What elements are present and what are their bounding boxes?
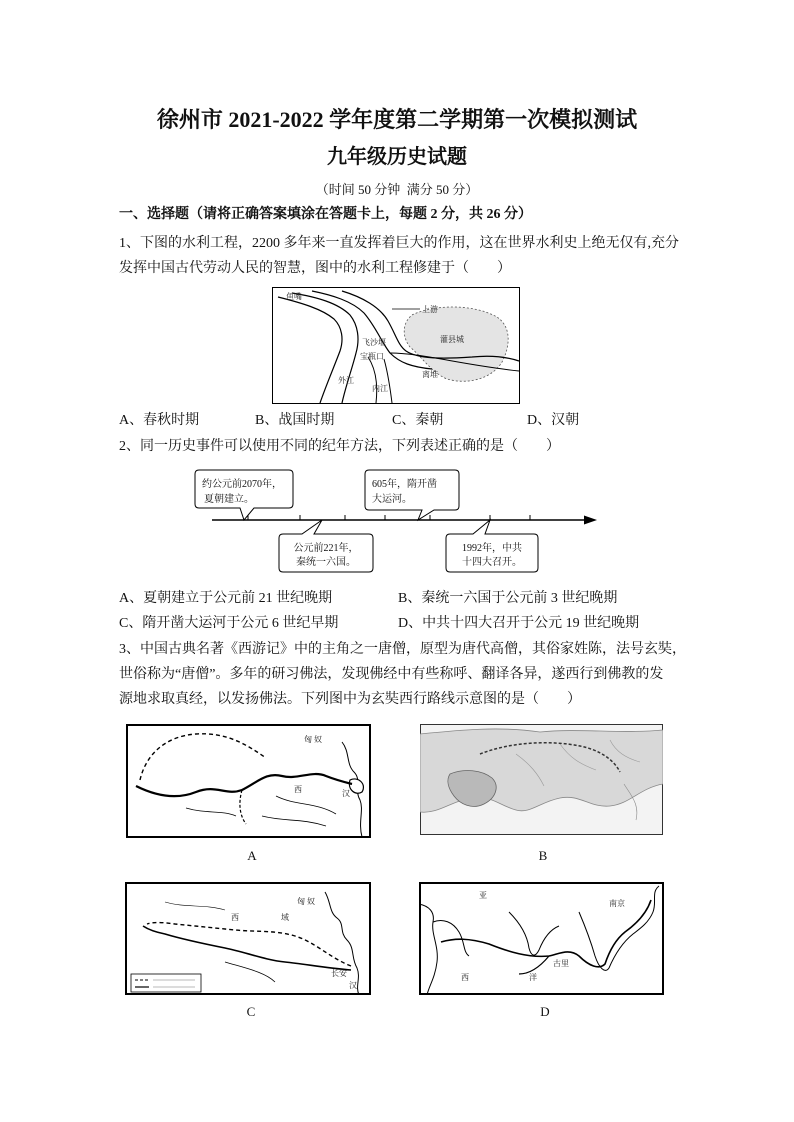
map-label: 灌县城 xyxy=(440,335,464,344)
timeline-event-text: 约公元前2070年， xyxy=(202,479,282,490)
map-label: 内江 xyxy=(372,384,388,393)
map-label: 西 xyxy=(294,785,302,794)
map-label: 西 xyxy=(461,973,469,982)
timeline-event-text: 公元前221年， xyxy=(293,543,359,554)
q3-map-b xyxy=(420,724,663,835)
exam-title: 徐州市 2021-2022 学年度第二学期第一次模拟测试 xyxy=(156,107,638,132)
timeline-event-text: 秦统一六国。 xyxy=(296,557,356,568)
map-label: 长安 xyxy=(331,969,347,978)
timeline xyxy=(190,462,602,580)
q1-irrigation-map xyxy=(272,287,520,404)
q3-stem-line: 3、中国古典名著《西游记》中的主角之一唐僧，原型为唐代高僧，其俗家姓陈，法号玄奘， xyxy=(119,642,686,657)
q3-stem-line: 源地求取真经，以发扬佛法。下列图中为玄奘西行路线示意图的是（ ） xyxy=(119,692,581,707)
q1-stem-line: 1、下图的水利工程，2200 多年来一直发挥着巨大的作用，这在世界水利史上绝无仅有,充分 xyxy=(119,236,679,251)
exam-subtitle: 九年级历史试题 xyxy=(327,146,467,168)
map-label: 上游 xyxy=(422,305,438,314)
timeline-event-text: 605年，隋开凿 xyxy=(372,479,437,490)
map-label: 鱼嘴 xyxy=(286,292,302,301)
map-letter-d: D xyxy=(540,1004,550,1019)
q2-option-c: C、隋开凿大运河于公元 6 世纪早期 xyxy=(119,616,339,631)
q1-stem-line: 发挥中国古代劳动人民的智慧，图中的水利工程修建于（ ） xyxy=(119,261,511,276)
map-legend xyxy=(131,974,201,992)
map-letter-c: C xyxy=(246,1004,256,1019)
map-label: 离堆 xyxy=(422,370,438,379)
timeline-arrowhead xyxy=(584,516,597,525)
section-heading: 一、选择题（请将正确答案填涂在答题卡上，每题 2 分，共 26 分） xyxy=(119,207,532,222)
map-label: 外江 xyxy=(338,376,354,385)
map-label: 飞沙堰 xyxy=(362,338,386,347)
timeline-event-text: 十四大召开。 xyxy=(462,557,522,568)
q3-map-d xyxy=(419,882,664,995)
map-label: 洋 xyxy=(529,973,537,982)
map-label: 宝瓶口 xyxy=(360,352,384,361)
q1-option-b: B、战国时期 xyxy=(255,413,335,428)
map-letter-a: A xyxy=(247,848,257,863)
map-label: 匈 奴 xyxy=(304,735,322,744)
timeline-event-text: 夏朝建立。 xyxy=(204,494,254,505)
map-label: 南京 xyxy=(609,899,625,908)
q1-option-c: C、秦朝 xyxy=(392,413,444,428)
exam-info: （时间 50 分钟 满分 50 分） xyxy=(315,182,479,197)
q2-option-d: D、中共十四大召开于公元 19 世纪晚期 xyxy=(398,616,640,631)
q1-option-d: D、汉朝 xyxy=(527,413,580,428)
map-label: 域 xyxy=(281,913,289,922)
q2-option-a: A、夏朝建立于公元前 21 世纪晚期 xyxy=(119,591,333,606)
map-label: 西 xyxy=(231,913,239,922)
timeline-event-text: 1992年，中共 xyxy=(462,543,522,554)
map-label: 亚 xyxy=(479,891,487,900)
map-label: 汉 xyxy=(342,789,350,798)
q3-map-a xyxy=(126,724,371,838)
timeline-event-text: 大运河。 xyxy=(372,494,412,505)
map-letter-b: B xyxy=(538,848,548,863)
q2-option-b: B、秦统一六国于公元前 3 世纪晚期 xyxy=(398,591,618,606)
map-label: 古里 xyxy=(553,959,569,968)
q3-stem-line: 世俗称为“唐僧”。多年的研习佛法，发现佛经中有些称呼、翻译各异，遂西行到佛教的发 xyxy=(119,667,664,682)
map-label: 匈 奴 xyxy=(297,897,315,906)
map-label: 汉 xyxy=(349,981,357,990)
q3-map-c xyxy=(125,882,371,995)
q2-stem: 2、同一历史事件可以使用不同的纪年方法，下列表述正确的是（ ） xyxy=(119,439,560,454)
q1-option-a: A、春秋时期 xyxy=(119,413,200,428)
